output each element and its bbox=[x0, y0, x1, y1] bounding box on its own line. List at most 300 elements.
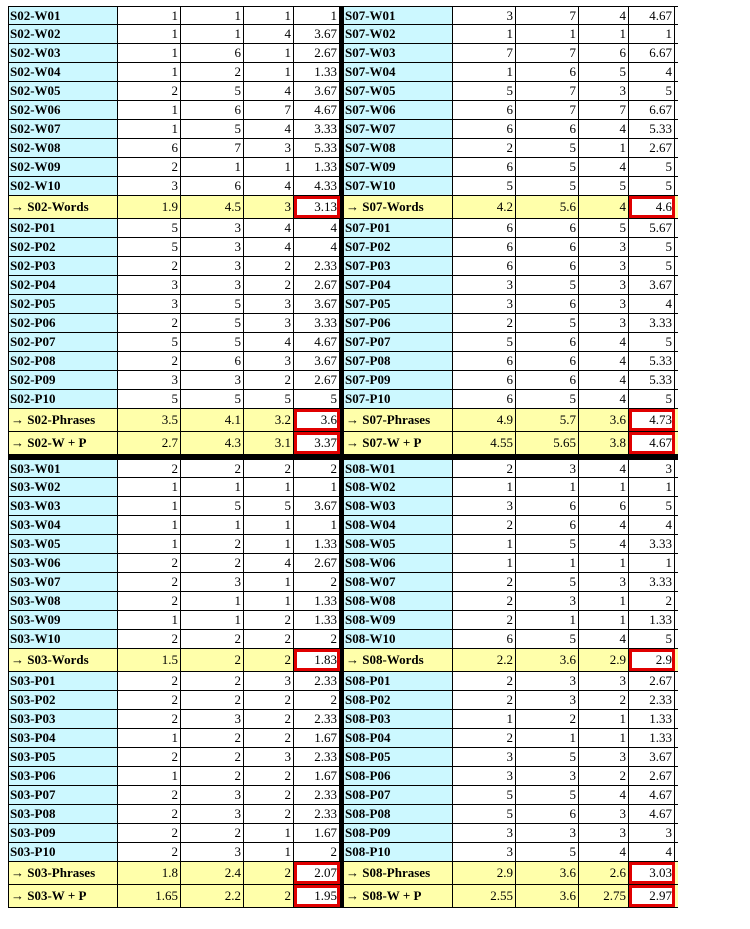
rating-cell: 3 bbox=[181, 573, 244, 591]
rating-cell: 1 bbox=[579, 478, 629, 496]
rating-cell: 1 bbox=[118, 44, 181, 62]
summary-row bbox=[343, 649, 678, 672]
table-row bbox=[343, 82, 678, 101]
rating-cell: 4 bbox=[244, 238, 294, 256]
rating-cell: 4 bbox=[579, 535, 629, 553]
row-label: → S03-Words bbox=[8, 649, 118, 671]
rating-cell: 2 bbox=[579, 767, 629, 785]
rating-cell: 3 bbox=[579, 672, 629, 690]
quadrant-s07 bbox=[343, 6, 678, 455]
rating-cell: 3 bbox=[579, 276, 629, 294]
table-row bbox=[343, 691, 678, 710]
rating-cell: 1 bbox=[244, 824, 294, 842]
rating-cell: 2 bbox=[181, 460, 244, 477]
mean-cell: 3.67 bbox=[629, 276, 675, 294]
rating-cell: 6 bbox=[453, 238, 516, 256]
mean-cell: 2.67 bbox=[629, 672, 675, 690]
table-row bbox=[343, 459, 678, 478]
rating-cell: 7 bbox=[516, 44, 579, 62]
rating-cell: 3 bbox=[181, 805, 244, 823]
rating-cell: 3 bbox=[516, 460, 579, 477]
rating-cell: 3.8 bbox=[579, 432, 629, 454]
mean-cell: 1.33 bbox=[629, 611, 675, 629]
table-row bbox=[343, 44, 678, 63]
table-row bbox=[8, 592, 340, 611]
rating-cell: 4 bbox=[244, 554, 294, 572]
mean-cell: 4.67 bbox=[629, 7, 675, 24]
rating-cell: 5 bbox=[453, 177, 516, 195]
row-label: S07-W05 bbox=[343, 82, 453, 100]
row-label: S03-W10 bbox=[8, 630, 118, 648]
summary-row bbox=[343, 196, 678, 219]
rating-cell: 3 bbox=[244, 672, 294, 690]
rating-cell: 2 bbox=[181, 535, 244, 553]
row-label: → S02-Words bbox=[8, 196, 118, 218]
rating-cell: 4 bbox=[579, 460, 629, 477]
row-label: S08-P09 bbox=[343, 824, 453, 842]
rating-cell: 5 bbox=[181, 390, 244, 408]
rating-cell: 1 bbox=[516, 25, 579, 43]
rating-cell: 2.7 bbox=[118, 432, 181, 454]
rating-cell: 3 bbox=[181, 257, 244, 275]
table-row bbox=[343, 497, 678, 516]
rating-cell: 2 bbox=[118, 554, 181, 572]
row-label: S08-W04 bbox=[343, 516, 453, 534]
row-label: S02-W01 bbox=[8, 7, 118, 24]
rating-cell: 6 bbox=[516, 238, 579, 256]
row-label: S07-P08 bbox=[343, 352, 453, 370]
rating-cell: 2 bbox=[453, 314, 516, 332]
rating-cell: 3 bbox=[579, 257, 629, 275]
rating-cell: 4.2 bbox=[453, 196, 516, 218]
rating-cell: 4 bbox=[579, 371, 629, 389]
rating-cell: 2 bbox=[118, 592, 181, 610]
summary-row bbox=[343, 432, 678, 455]
rating-cell: 2 bbox=[453, 611, 516, 629]
table-row bbox=[8, 672, 340, 691]
rating-cell: 4 bbox=[579, 786, 629, 804]
summary-row bbox=[8, 862, 340, 885]
table-row bbox=[343, 516, 678, 535]
mean-cell: 4 bbox=[629, 843, 675, 861]
rating-cell: 7 bbox=[244, 101, 294, 119]
row-label: S02-P10 bbox=[8, 390, 118, 408]
table-row bbox=[343, 371, 678, 390]
row-label: S08-W03 bbox=[343, 497, 453, 515]
row-label: S02-P08 bbox=[8, 352, 118, 370]
mean-cell: 4.67 bbox=[294, 101, 340, 119]
row-label: S02-W06 bbox=[8, 101, 118, 119]
rating-cell: 5 bbox=[516, 314, 579, 332]
rating-cell: 1 bbox=[453, 25, 516, 43]
rating-cell: 1 bbox=[244, 158, 294, 176]
row-label: S03-P09 bbox=[8, 824, 118, 842]
rating-cell: 2 bbox=[181, 748, 244, 766]
row-label: → S02-W + P bbox=[8, 432, 118, 454]
row-label: S08-W02 bbox=[343, 478, 453, 496]
rating-cell: 5 bbox=[516, 748, 579, 766]
mean-cell: 1.33 bbox=[294, 158, 340, 176]
table-row bbox=[8, 497, 340, 516]
row-label: S08-P06 bbox=[343, 767, 453, 785]
row-label: → S08-Phrases bbox=[343, 862, 453, 884]
row-label: S03-W05 bbox=[8, 535, 118, 553]
rating-cell: 2 bbox=[244, 611, 294, 629]
rating-cell: 5.65 bbox=[516, 432, 579, 454]
rating-cell: 1 bbox=[118, 63, 181, 81]
rating-cell: 1 bbox=[244, 592, 294, 610]
table-row bbox=[343, 6, 678, 25]
rating-cell: 3 bbox=[453, 824, 516, 842]
highlighted-mean-cell: 1.83 bbox=[294, 649, 340, 671]
rating-cell: 3 bbox=[516, 592, 579, 610]
rating-cell: 3 bbox=[181, 238, 244, 256]
rating-cell: 5 bbox=[118, 390, 181, 408]
table-row bbox=[8, 573, 340, 592]
rating-cell: 3 bbox=[181, 710, 244, 728]
summary-row bbox=[343, 862, 678, 885]
row-label: S03-W01 bbox=[8, 460, 118, 477]
rating-cell: 4 bbox=[579, 158, 629, 176]
rating-cell: 7 bbox=[516, 82, 579, 100]
mean-cell: 5.33 bbox=[629, 120, 675, 138]
rating-cell: 4 bbox=[244, 25, 294, 43]
mean-cell: 5 bbox=[629, 82, 675, 100]
summary-row bbox=[8, 885, 340, 908]
table-row bbox=[8, 101, 340, 120]
row-label: S02-W03 bbox=[8, 44, 118, 62]
rating-cell: 3.6 bbox=[516, 649, 579, 671]
rating-cell: 4 bbox=[579, 120, 629, 138]
rating-cell: 5.7 bbox=[516, 409, 579, 431]
mean-cell: 2.33 bbox=[294, 748, 340, 766]
rating-cell: 2 bbox=[118, 691, 181, 709]
mean-cell: 4.67 bbox=[629, 805, 675, 823]
row-label: S08-W08 bbox=[343, 592, 453, 610]
rating-cell: 2.75 bbox=[579, 885, 629, 907]
rating-cell: 5 bbox=[516, 390, 579, 408]
mean-cell: 1 bbox=[629, 554, 675, 572]
table-row bbox=[8, 786, 340, 805]
rating-cell: 2 bbox=[118, 748, 181, 766]
mean-cell: 1.33 bbox=[294, 592, 340, 610]
rating-cell: 5.6 bbox=[516, 196, 579, 218]
row-label: S03-P01 bbox=[8, 672, 118, 690]
mean-cell: 2 bbox=[294, 843, 340, 861]
rating-cell: 2.6 bbox=[579, 862, 629, 884]
table-row bbox=[8, 177, 340, 196]
rating-cell: 1 bbox=[579, 25, 629, 43]
mean-cell: 5 bbox=[629, 497, 675, 515]
mean-cell: 2.33 bbox=[294, 710, 340, 728]
rating-cell: 1 bbox=[181, 25, 244, 43]
rating-cell: 3 bbox=[516, 767, 579, 785]
table-row bbox=[343, 219, 678, 238]
rating-cell: 3 bbox=[579, 573, 629, 591]
rating-cell: 2 bbox=[118, 672, 181, 690]
mean-cell: 3.67 bbox=[294, 25, 340, 43]
table-row bbox=[343, 786, 678, 805]
row-label: S07-P09 bbox=[343, 371, 453, 389]
row-label: S07-W10 bbox=[343, 177, 453, 195]
mean-cell: 5 bbox=[294, 390, 340, 408]
row-label: S02-P05 bbox=[8, 295, 118, 313]
table-row bbox=[343, 352, 678, 371]
summary-row bbox=[8, 432, 340, 455]
table-row bbox=[343, 390, 678, 409]
table-row bbox=[8, 6, 340, 25]
row-label: S07-P02 bbox=[343, 238, 453, 256]
table-row bbox=[343, 120, 678, 139]
rating-cell: 2 bbox=[244, 460, 294, 477]
table-row bbox=[343, 767, 678, 786]
table-row bbox=[343, 139, 678, 158]
table-row bbox=[343, 824, 678, 843]
mean-cell: 2.33 bbox=[294, 672, 340, 690]
table-row bbox=[8, 459, 340, 478]
rating-cell: 6 bbox=[516, 63, 579, 81]
rating-cell: 6 bbox=[453, 371, 516, 389]
rating-cell: 4 bbox=[579, 196, 629, 218]
row-label: S07-P07 bbox=[343, 333, 453, 351]
mean-cell: 2.67 bbox=[294, 371, 340, 389]
rating-cell: 6 bbox=[579, 497, 629, 515]
rating-cell: 5 bbox=[244, 497, 294, 515]
table-row bbox=[343, 177, 678, 196]
rating-cell: 6 bbox=[516, 333, 579, 351]
row-label: → S07-Phrases bbox=[343, 409, 453, 431]
rating-cell: 1 bbox=[579, 611, 629, 629]
highlighted-mean-cell: 4.67 bbox=[629, 432, 675, 454]
mean-cell: 2.33 bbox=[294, 805, 340, 823]
mean-cell: 5 bbox=[629, 630, 675, 648]
rating-cell: 3 bbox=[453, 7, 516, 24]
mean-cell: 1 bbox=[294, 478, 340, 496]
row-label: S07-P04 bbox=[343, 276, 453, 294]
rating-cell: 2 bbox=[244, 691, 294, 709]
mean-cell: 4 bbox=[629, 295, 675, 313]
rating-cell: 3.6 bbox=[516, 862, 579, 884]
mean-cell: 3.67 bbox=[294, 497, 340, 515]
mean-cell: 3.67 bbox=[294, 295, 340, 313]
table-row bbox=[8, 257, 340, 276]
rating-cell: 1 bbox=[118, 478, 181, 496]
row-label: → S07-W + P bbox=[343, 432, 453, 454]
rating-cell: 1 bbox=[579, 710, 629, 728]
rating-cell: 1 bbox=[453, 63, 516, 81]
rating-cell: 3 bbox=[181, 219, 244, 237]
rating-cell: 2.4 bbox=[181, 862, 244, 884]
rating-cell: 2 bbox=[453, 592, 516, 610]
table-row bbox=[8, 314, 340, 333]
rating-cell: 6 bbox=[453, 120, 516, 138]
rating-cell: 1 bbox=[181, 592, 244, 610]
row-label: S02-W04 bbox=[8, 63, 118, 81]
rating-cell: 7 bbox=[579, 101, 629, 119]
mean-cell: 2 bbox=[294, 691, 340, 709]
highlighted-mean-cell: 3.37 bbox=[294, 432, 340, 454]
table-row bbox=[343, 592, 678, 611]
rating-cell: 2 bbox=[118, 352, 181, 370]
mean-cell: 4.67 bbox=[629, 786, 675, 804]
table-row bbox=[8, 843, 340, 862]
rating-cell: 2 bbox=[118, 843, 181, 861]
mean-cell: 1.67 bbox=[294, 824, 340, 842]
rating-cell: 3 bbox=[453, 276, 516, 294]
rating-cell: 3 bbox=[181, 371, 244, 389]
table-row bbox=[343, 101, 678, 120]
rating-cell: 2 bbox=[244, 276, 294, 294]
rating-cell: 2 bbox=[244, 786, 294, 804]
mean-cell: 2.67 bbox=[629, 139, 675, 157]
row-label: S02-W07 bbox=[8, 120, 118, 138]
mean-cell: 4 bbox=[294, 219, 340, 237]
rating-cell: 4 bbox=[579, 390, 629, 408]
rating-cell: 1 bbox=[244, 573, 294, 591]
rating-cell: 2 bbox=[118, 630, 181, 648]
rating-cell: 2 bbox=[453, 691, 516, 709]
row-label: S08-P10 bbox=[343, 843, 453, 861]
mean-cell: 2 bbox=[294, 630, 340, 648]
table-row bbox=[343, 611, 678, 630]
rating-cell: 1 bbox=[516, 478, 579, 496]
highlighted-mean-cell: 1.95 bbox=[294, 885, 340, 907]
table-row bbox=[8, 63, 340, 82]
rating-cell: 3 bbox=[244, 352, 294, 370]
mean-cell: 2.33 bbox=[294, 257, 340, 275]
rating-cell: 3 bbox=[118, 276, 181, 294]
row-label: → S08-W + P bbox=[343, 885, 453, 907]
summary-row bbox=[343, 885, 678, 908]
rating-cell: 1 bbox=[453, 554, 516, 572]
table-row bbox=[343, 25, 678, 44]
rating-cell: 2 bbox=[118, 257, 181, 275]
table-row bbox=[8, 710, 340, 729]
rating-cell: 6 bbox=[516, 371, 579, 389]
table-row bbox=[8, 630, 340, 649]
rating-cell: 2 bbox=[453, 573, 516, 591]
table-row bbox=[343, 748, 678, 767]
rating-cell: 2 bbox=[181, 691, 244, 709]
rating-cell: 5 bbox=[181, 333, 244, 351]
rating-cell: 2 bbox=[181, 767, 244, 785]
rating-cell: 6 bbox=[181, 177, 244, 195]
rating-cell: 2.9 bbox=[453, 862, 516, 884]
rating-cell: 4 bbox=[244, 219, 294, 237]
mean-cell: 3.33 bbox=[629, 535, 675, 553]
rating-cell: 3.6 bbox=[516, 885, 579, 907]
mean-cell: 4 bbox=[294, 238, 340, 256]
table-row bbox=[8, 238, 340, 257]
mean-cell: 5 bbox=[629, 390, 675, 408]
rating-cell: 3 bbox=[118, 177, 181, 195]
table-row bbox=[343, 257, 678, 276]
rating-cell: 1 bbox=[181, 7, 244, 24]
rating-cell: 5 bbox=[181, 314, 244, 332]
row-label: S02-W10 bbox=[8, 177, 118, 195]
row-label: S07-W06 bbox=[343, 101, 453, 119]
table-row bbox=[8, 516, 340, 535]
mean-cell: 1 bbox=[294, 516, 340, 534]
rating-cell: 2 bbox=[516, 710, 579, 728]
row-label: S02-W02 bbox=[8, 25, 118, 43]
rating-cell: 2 bbox=[244, 649, 294, 671]
table-row bbox=[8, 611, 340, 630]
rating-cell: 3 bbox=[453, 767, 516, 785]
table-row bbox=[343, 238, 678, 257]
row-label: S08-P07 bbox=[343, 786, 453, 804]
rating-cell: 1 bbox=[118, 611, 181, 629]
rating-cell: 2 bbox=[244, 729, 294, 747]
rating-cell: 3 bbox=[579, 805, 629, 823]
mean-cell: 3 bbox=[629, 460, 675, 477]
mean-cell: 5 bbox=[629, 158, 675, 176]
row-label: S07-P05 bbox=[343, 295, 453, 313]
rating-cell: 2 bbox=[181, 672, 244, 690]
mean-cell: 3.33 bbox=[629, 314, 675, 332]
rating-cell: 5 bbox=[453, 805, 516, 823]
summary-row bbox=[343, 409, 678, 432]
row-label: → S07-Words bbox=[343, 196, 453, 218]
rating-cell: 4 bbox=[244, 333, 294, 351]
rating-cell: 1 bbox=[118, 120, 181, 138]
rating-cell: 7 bbox=[516, 7, 579, 24]
row-label: S08-W09 bbox=[343, 611, 453, 629]
table-row bbox=[8, 478, 340, 497]
row-label: S08-P08 bbox=[343, 805, 453, 823]
rating-cell: 2.2 bbox=[181, 885, 244, 907]
rating-cell: 2 bbox=[118, 460, 181, 477]
table-row bbox=[8, 729, 340, 748]
row-label: S02-P09 bbox=[8, 371, 118, 389]
row-label: S03-P02 bbox=[8, 691, 118, 709]
rating-cell: 2 bbox=[453, 460, 516, 477]
rating-cell: 3 bbox=[181, 786, 244, 804]
rating-cell: 2 bbox=[118, 786, 181, 804]
table-row bbox=[343, 573, 678, 592]
row-label: S03-P05 bbox=[8, 748, 118, 766]
row-label: S08-W01 bbox=[343, 460, 453, 477]
mean-cell: 3.67 bbox=[294, 82, 340, 100]
rating-cell: 3 bbox=[579, 824, 629, 842]
row-label: S08-W06 bbox=[343, 554, 453, 572]
mean-cell: 2 bbox=[294, 460, 340, 477]
row-label: → S08-Words bbox=[343, 649, 453, 671]
table-row bbox=[8, 333, 340, 352]
summary-row bbox=[8, 649, 340, 672]
rating-cell: 2 bbox=[118, 824, 181, 842]
row-label: S07-W02 bbox=[343, 25, 453, 43]
rating-cell: 5 bbox=[516, 786, 579, 804]
rating-cell: 2 bbox=[181, 729, 244, 747]
table-row bbox=[8, 139, 340, 158]
table-bottom-half bbox=[8, 459, 678, 908]
mean-cell: 3 bbox=[629, 824, 675, 842]
rating-cell: 6 bbox=[453, 101, 516, 119]
rating-cell: 6 bbox=[453, 630, 516, 648]
row-label: S08-W07 bbox=[343, 573, 453, 591]
rating-cell: 1 bbox=[181, 516, 244, 534]
table-row bbox=[343, 535, 678, 554]
rating-cell: 1 bbox=[118, 7, 181, 24]
table-row bbox=[343, 333, 678, 352]
rating-cell: 1 bbox=[118, 767, 181, 785]
mean-cell: 5 bbox=[629, 238, 675, 256]
rating-cell: 2 bbox=[244, 862, 294, 884]
rating-cell: 4.9 bbox=[453, 409, 516, 431]
table-row bbox=[343, 63, 678, 82]
rating-cell: 2.55 bbox=[453, 885, 516, 907]
